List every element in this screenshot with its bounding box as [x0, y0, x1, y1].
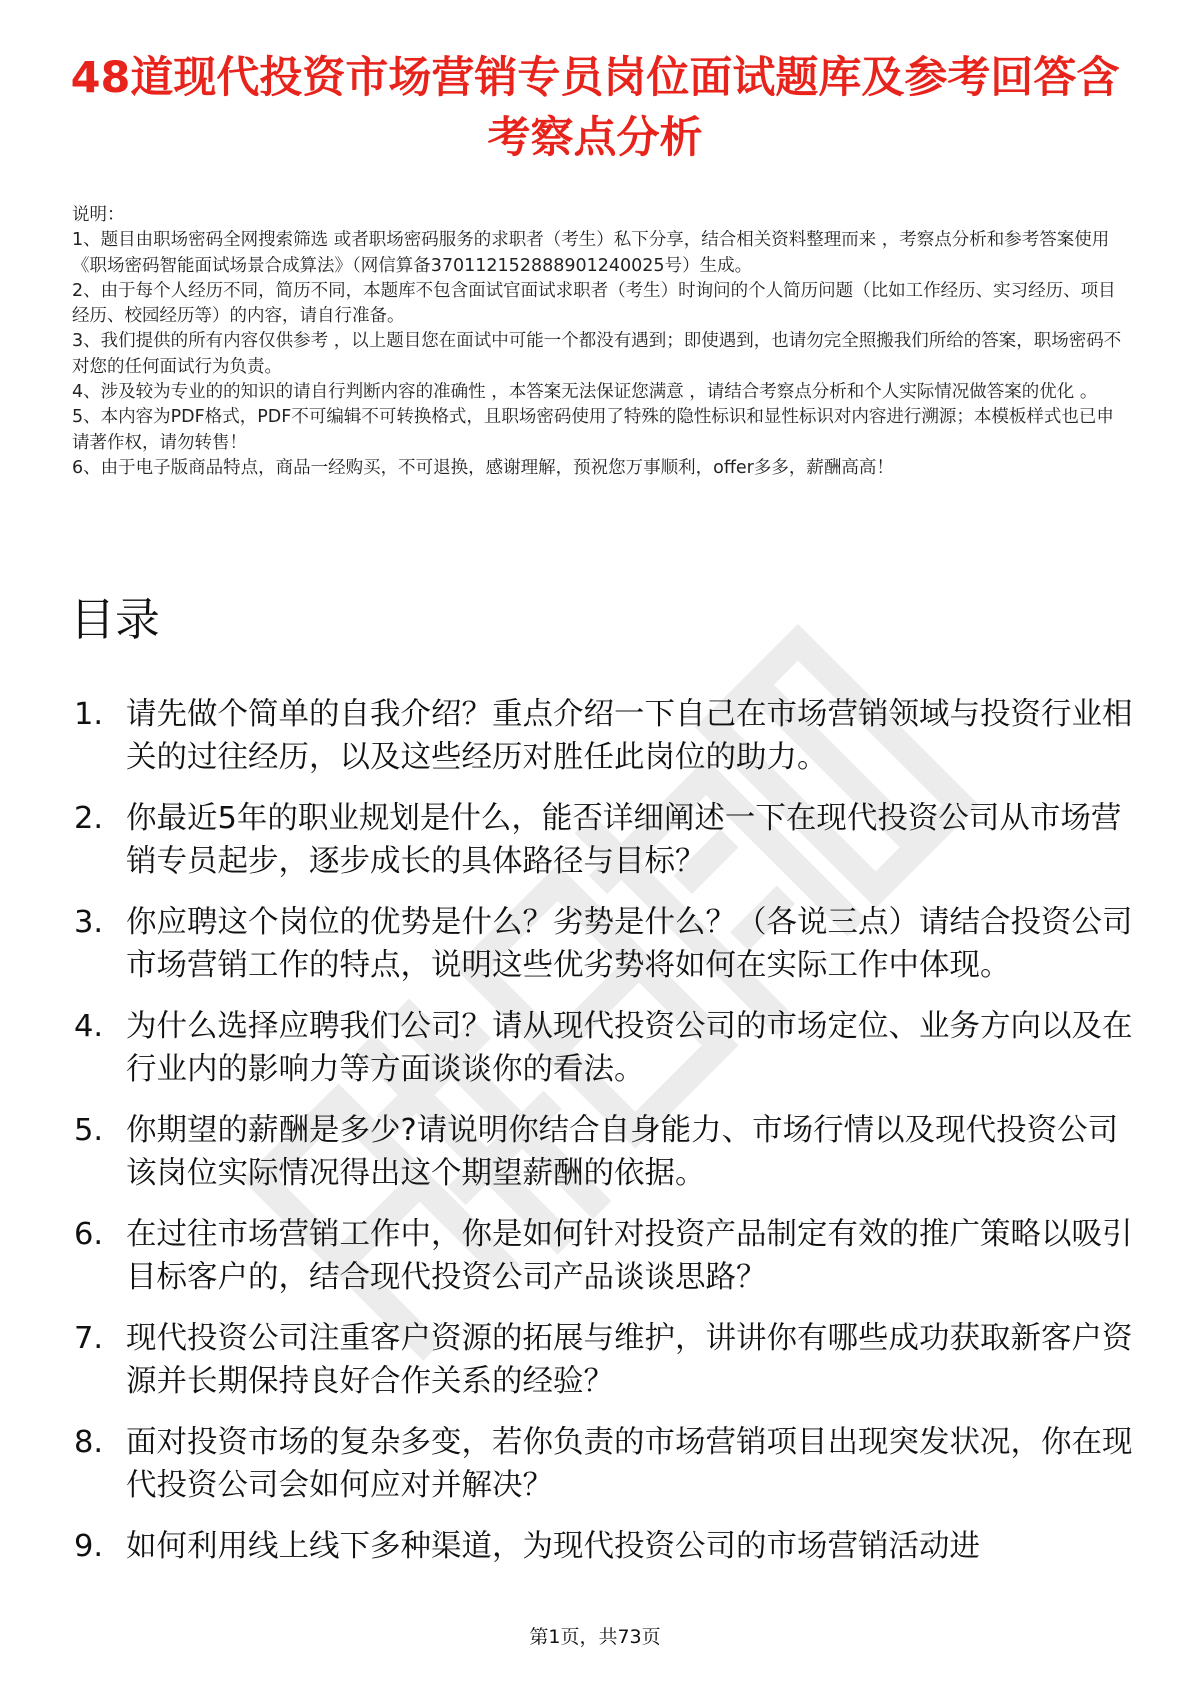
toc-item[interactable]	[74, 693, 1134, 779]
toc-item-number: 1.	[74, 697, 104, 732]
toc-item-text: 在过往市场营销工作中，你是如何针对投资产品制定有效的推广策略以吸引目标客户的，结合现代投资公司产品谈谈思路？	[126, 1217, 1133, 1295]
toc-item-text: 你最近5年的职业规划是什么，能否详细阐述一下在现代投资公司从市场营销专员起步，逐步成长的具体路径与目标？	[126, 801, 1122, 879]
toc-item[interactable]	[74, 901, 1134, 987]
toc-item[interactable]	[74, 1525, 1134, 1568]
toc-item-text: 面对投资市场的复杂多变，若你负责的市场营销项目出现突发状况，你在现代投资公司会如何应对并解决？	[126, 1425, 1133, 1503]
note-item: 5、本内容为PDF格式，PDF不可编辑不可转换格式，且职场密码使用了特殊的隐性标识和显性标识对内容进行溯源；本模板样式也已申请著作权，请勿转售！	[72, 407, 1114, 453]
toc-item-number: 8.	[74, 1425, 104, 1460]
toc-item-number: 7.	[74, 1321, 104, 1356]
toc-list	[74, 693, 1134, 1586]
toc-item-number: 6.	[74, 1217, 104, 1252]
toc-item[interactable]	[74, 797, 1134, 883]
note-item: 2、由于每个人经历不同，简历不同，本题库不包含面试官面试求职者（考生）时询问的个人简历问题（比如工作经历、实习经历、项目经历、校园经历等）的内容，请自行准备。	[72, 280, 1116, 327]
toc-item-text: 你期望的薪酬是多少?请说明你结合自身能力、市场行情以及现代投资公司该岗位实际情况得出这个期望薪酬的依据。	[126, 1113, 1119, 1191]
toc-item-text: 如何利用线上线下多种渠道，为现代投资公司的市场营销活动进	[126, 1529, 980, 1564]
toc-item-number: 2.	[74, 801, 104, 836]
toc-item[interactable]	[74, 1421, 1134, 1507]
toc-item-text: 请先做个简单的自我介绍？重点介绍一下自己在市场营销领域与投资行业相关的过往经历，以及这些经历对胜任此岗位的助力。	[126, 697, 1133, 775]
page-footer: 第1页，共73页	[529, 1626, 661, 1648]
note-item: 1、题目由职场密码全网搜索筛选 或者职场密码服务的求职者（考生）私下分享，结合相关资料整理而来 ，考察点分析和参考答案使用《职场密码智能面试场景合成算法》（网信算备370112152888901240025号）生成。	[72, 230, 1110, 276]
toc-item-text: 为什么选择应聘我们公司？请从现代投资公司的市场定位、业务方向以及在行业内的影响力等方面谈谈你的看法。	[126, 1009, 1133, 1087]
notes-heading: 说明：	[72, 205, 125, 225]
note-item: 4、涉及较为专业的的知识的请自行判断内容的准确性 ，本答案无法保证您满意 ，请结合考察点分析和个人实际情况做答案的优化 。	[72, 382, 1098, 403]
toc-item[interactable]	[74, 1317, 1134, 1403]
toc-item-number: 4.	[74, 1009, 104, 1044]
toc-item-text: 你应聘这个岗位的优势是什么？劣势是什么？（各说三点）请结合投资公司市场营销工作的特点，说明这些优劣势将如何在实际工作中体现。	[126, 905, 1133, 983]
toc-item[interactable]	[74, 1109, 1134, 1195]
toc-item-number: 5.	[74, 1113, 104, 1148]
notes-section	[72, 203, 1122, 481]
toc-item[interactable]	[74, 1213, 1134, 1299]
toc-item[interactable]	[74, 1005, 1134, 1091]
page-title: 48道现代投资市场营销专员岗位面试题库及参考回答含考察点分析	[70, 53, 1120, 163]
note-item: 3、我们提供的所有内容仅供参考 ，以上题目您在面试中可能一个都没有遇到；即使遇到，也请勿完全照搬我们所给的答案，职场密码不对您的任何面试行为负责。	[72, 331, 1122, 377]
toc-item-text: 现代投资公司注重客户资源的拓展与维护，讲讲你有哪些成功获取新客户资源并长期保持良好合作关系的经验？	[126, 1321, 1133, 1399]
toc-item-number: 3.	[74, 905, 104, 940]
note-item: 6、由于电子版商品特点，商品一经购买，不可退换，感谢理解，预祝您万事顺利，offer多多，薪酬高高！	[72, 457, 894, 478]
toc-item-number: 9.	[74, 1529, 104, 1564]
toc-heading: 目录	[70, 593, 161, 646]
